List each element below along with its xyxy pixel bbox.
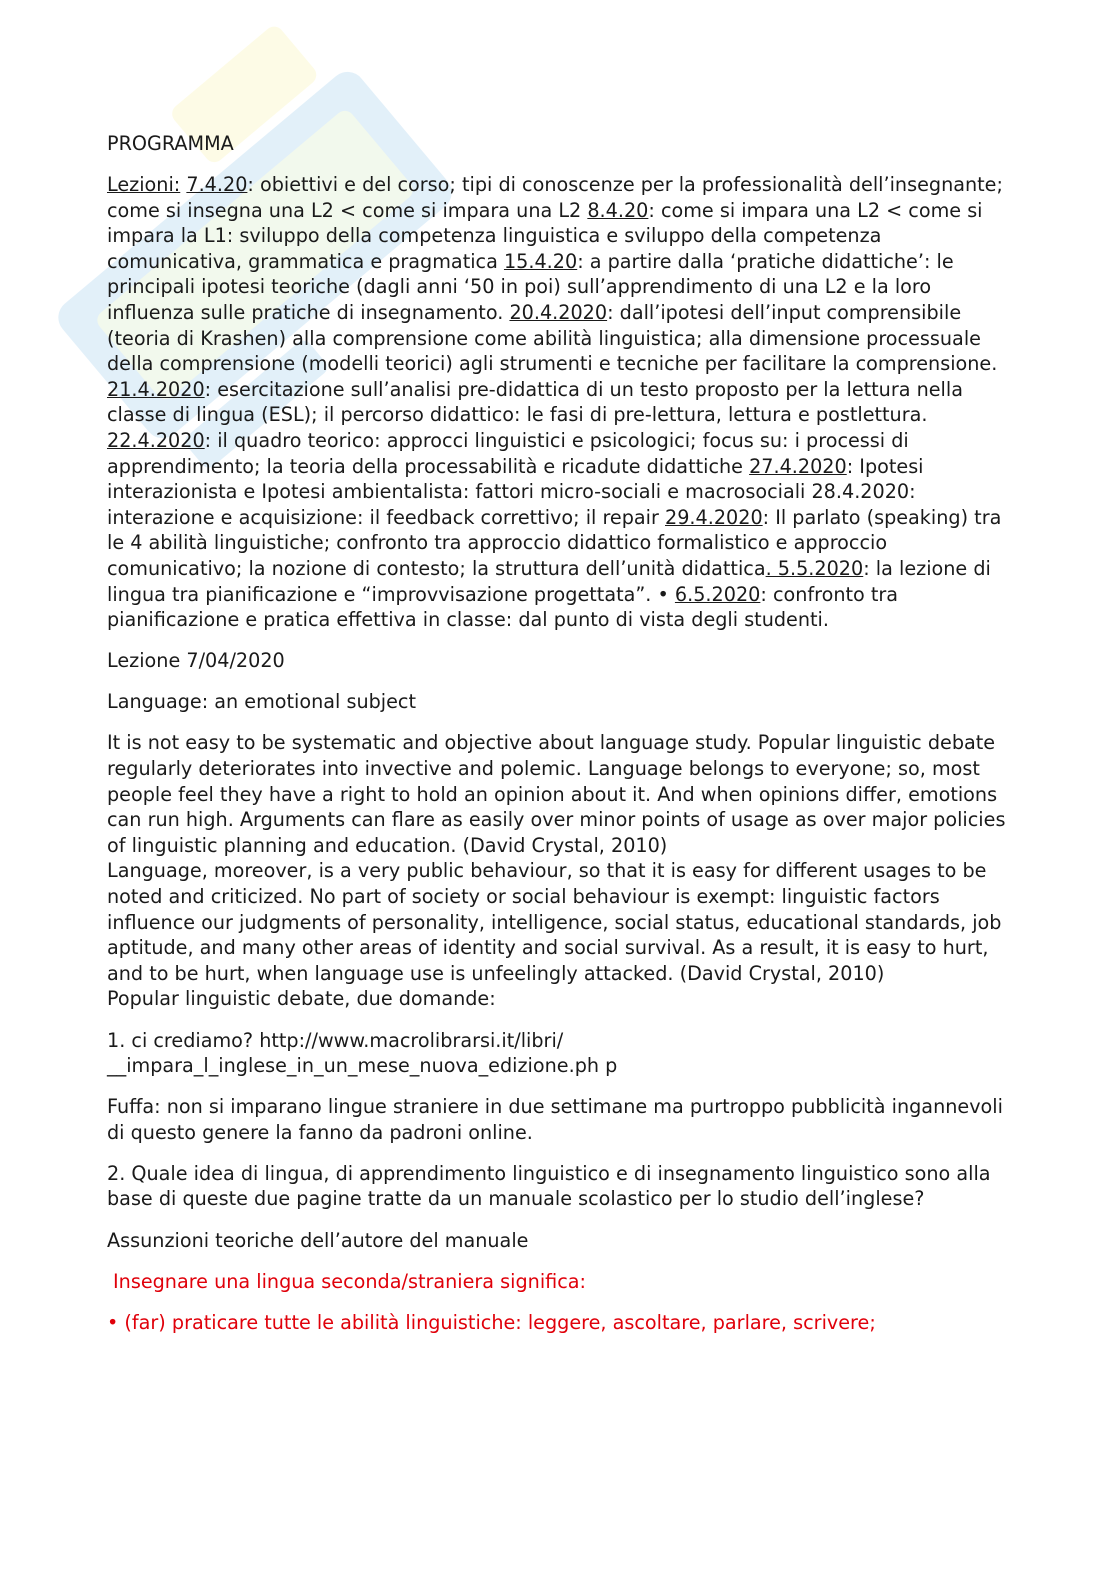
lesson-date: 21.4.2020: [107, 377, 205, 401]
lesson-text: : esercitazione sull’analisi pre-didattica di un testo proposto per la lettura nella classe di lingua (ESL); il percorso didattico: le fasi di pre-lettura, lettura e postlettura.: [107, 377, 963, 427]
lesson-date: 20.4.2020: [509, 301, 608, 325]
lesson-date: 8.4.20: [587, 198, 649, 222]
question-1-line: __impara_l_inglese_in_un_mese_nuova_edizione.ph p: [107, 1054, 618, 1078]
lesson-text: : dall’ipotesi dell’input comprensibile (teoria di Krashen) alla comprensione come abilità linguistica; alla dimensione processuale della comprensione (modelli teorici) agli strumenti e tecniche per facilitare la comprensione.: [107, 301, 998, 376]
lesson-text: : la lezione di lingua tra pianificazione e “improvvisazione progettata”. •: [107, 557, 991, 606]
lesson-date: 22.4.2020: [107, 429, 205, 453]
lesson-text: : Ipotesi interazionista e Ipotesi ambientalista: fattori micro-sociali e macrosociali 28.4.2020: interazione e acquisizione: il feedback correttivo; il repair: [107, 454, 924, 529]
question-1-line: 1. ci crediamo? http://www.macrolibrarsi.it/libri/: [107, 1028, 564, 1052]
lesson-heading: Lezione 7/04/2020: [107, 649, 285, 673]
lesson-date: 27.4.2020: [749, 454, 847, 478]
lesson-date: 15.4.20: [503, 249, 578, 273]
lesson-text: : Il parlato (speaking) tra le 4 abilità linguistiche; confronto tra approccio didattico formalistico e approccio comunicativo; la nozione di contesto; la struttura dell’unità didattica: [107, 505, 1002, 580]
subject-heading: Language: an emotional subject: [107, 690, 416, 714]
program-title: PROGRAMMA: [107, 132, 234, 155]
lessons-label: Lezioni:: [107, 173, 181, 197]
lesson-text: : confronto tra pianificazione e pratica effettiva in classe: dal punto di vista degli studenti.: [107, 582, 899, 632]
lesson-text: : il quadro teorico: approcci linguistici e psicologici; focus su: i processi di apprendimento; la teoria della processabilità e ricadute didattiche: [107, 429, 909, 478]
question-2: 2. Quale idea di lingua, di apprendimento linguistico e di insegnamento linguistico sono alla base di queste due pagine tratte da un manuale scolastico per lo studio dell’inglese?: [107, 1161, 991, 1211]
quote-paragraph: It is not easy to be systematic and objective about language study. Popular linguistic debate regularly deteriorates into invective and polemic. Language belongs to everyone; so, most people feel they have a right to hold an opinion about it. And when opinions differ, emotions can run high. Arguments can flare as easily over minor points of usage as over major policies of linguistic planning and education. (David Crystal, 2010): [107, 731, 1006, 857]
assumptions-heading: Assunzioni teoriche dell’autore del manuale: [107, 1228, 529, 1252]
lessons-schedule: [107, 172, 1007, 633]
lesson-date: . 5.5.2020: [765, 557, 864, 580]
answer-1: Fuffa: non si imparano lingue straniere in due settimane ma purtroppo pubblicità ingannevoli di questo genere la fanno da padroni online.: [107, 1095, 1003, 1144]
lesson-date: 7.4.20: [186, 173, 248, 197]
lesson-date: 6.5.2020: [674, 582, 761, 606]
red-bullet: • (far) praticare tutte le abilità linguistiche: leggere, ascoltare, parlare, scrivere;: [107, 1310, 876, 1334]
quote-paragraph: Language, moreover, is a very public behaviour, so that it is easy for different usages to be noted and criticized. No part of society or social behaviour is exempt: linguistic factors influence our judgments of personality, intelligence, social status, educational standards, job aptitude, and many other areas of identity and social survival. As a result, it is easy to hurt, and to be hurt, when language use is unfeelingly attacked. (David Crystal, 2010): [107, 859, 1002, 985]
lesson-date: 29.4.2020: [665, 505, 763, 529]
debate-intro: Popular linguistic debate, due domande:: [107, 987, 496, 1011]
document-page: [107, 131, 1007, 1351]
question-1: [107, 1028, 1007, 1079]
lesson-text: : come si impara una L2 < come si impara la L1: sviluppo della competenza linguistica e sviluppo della competenza comunicativa, grammatica e pragmatica: [107, 198, 983, 273]
lesson-text: : obiettivi e del corso; tipi di conoscenze per la professionalità dell’insegnante; come si insegna una L2 < come si impara una L2: [107, 173, 1003, 222]
red-heading: Insegnare una lingua seconda/straniera significa:: [113, 1269, 587, 1293]
quotes-block: [107, 730, 1007, 1012]
lesson-text: : a partire dalla ‘pratiche didattiche’: le principali ipotesi teoriche (dagli anni ‘50 in poi) sull’apprendimento di una L2 e la loro influenza sulle pratiche di insegnamento.: [107, 249, 954, 325]
